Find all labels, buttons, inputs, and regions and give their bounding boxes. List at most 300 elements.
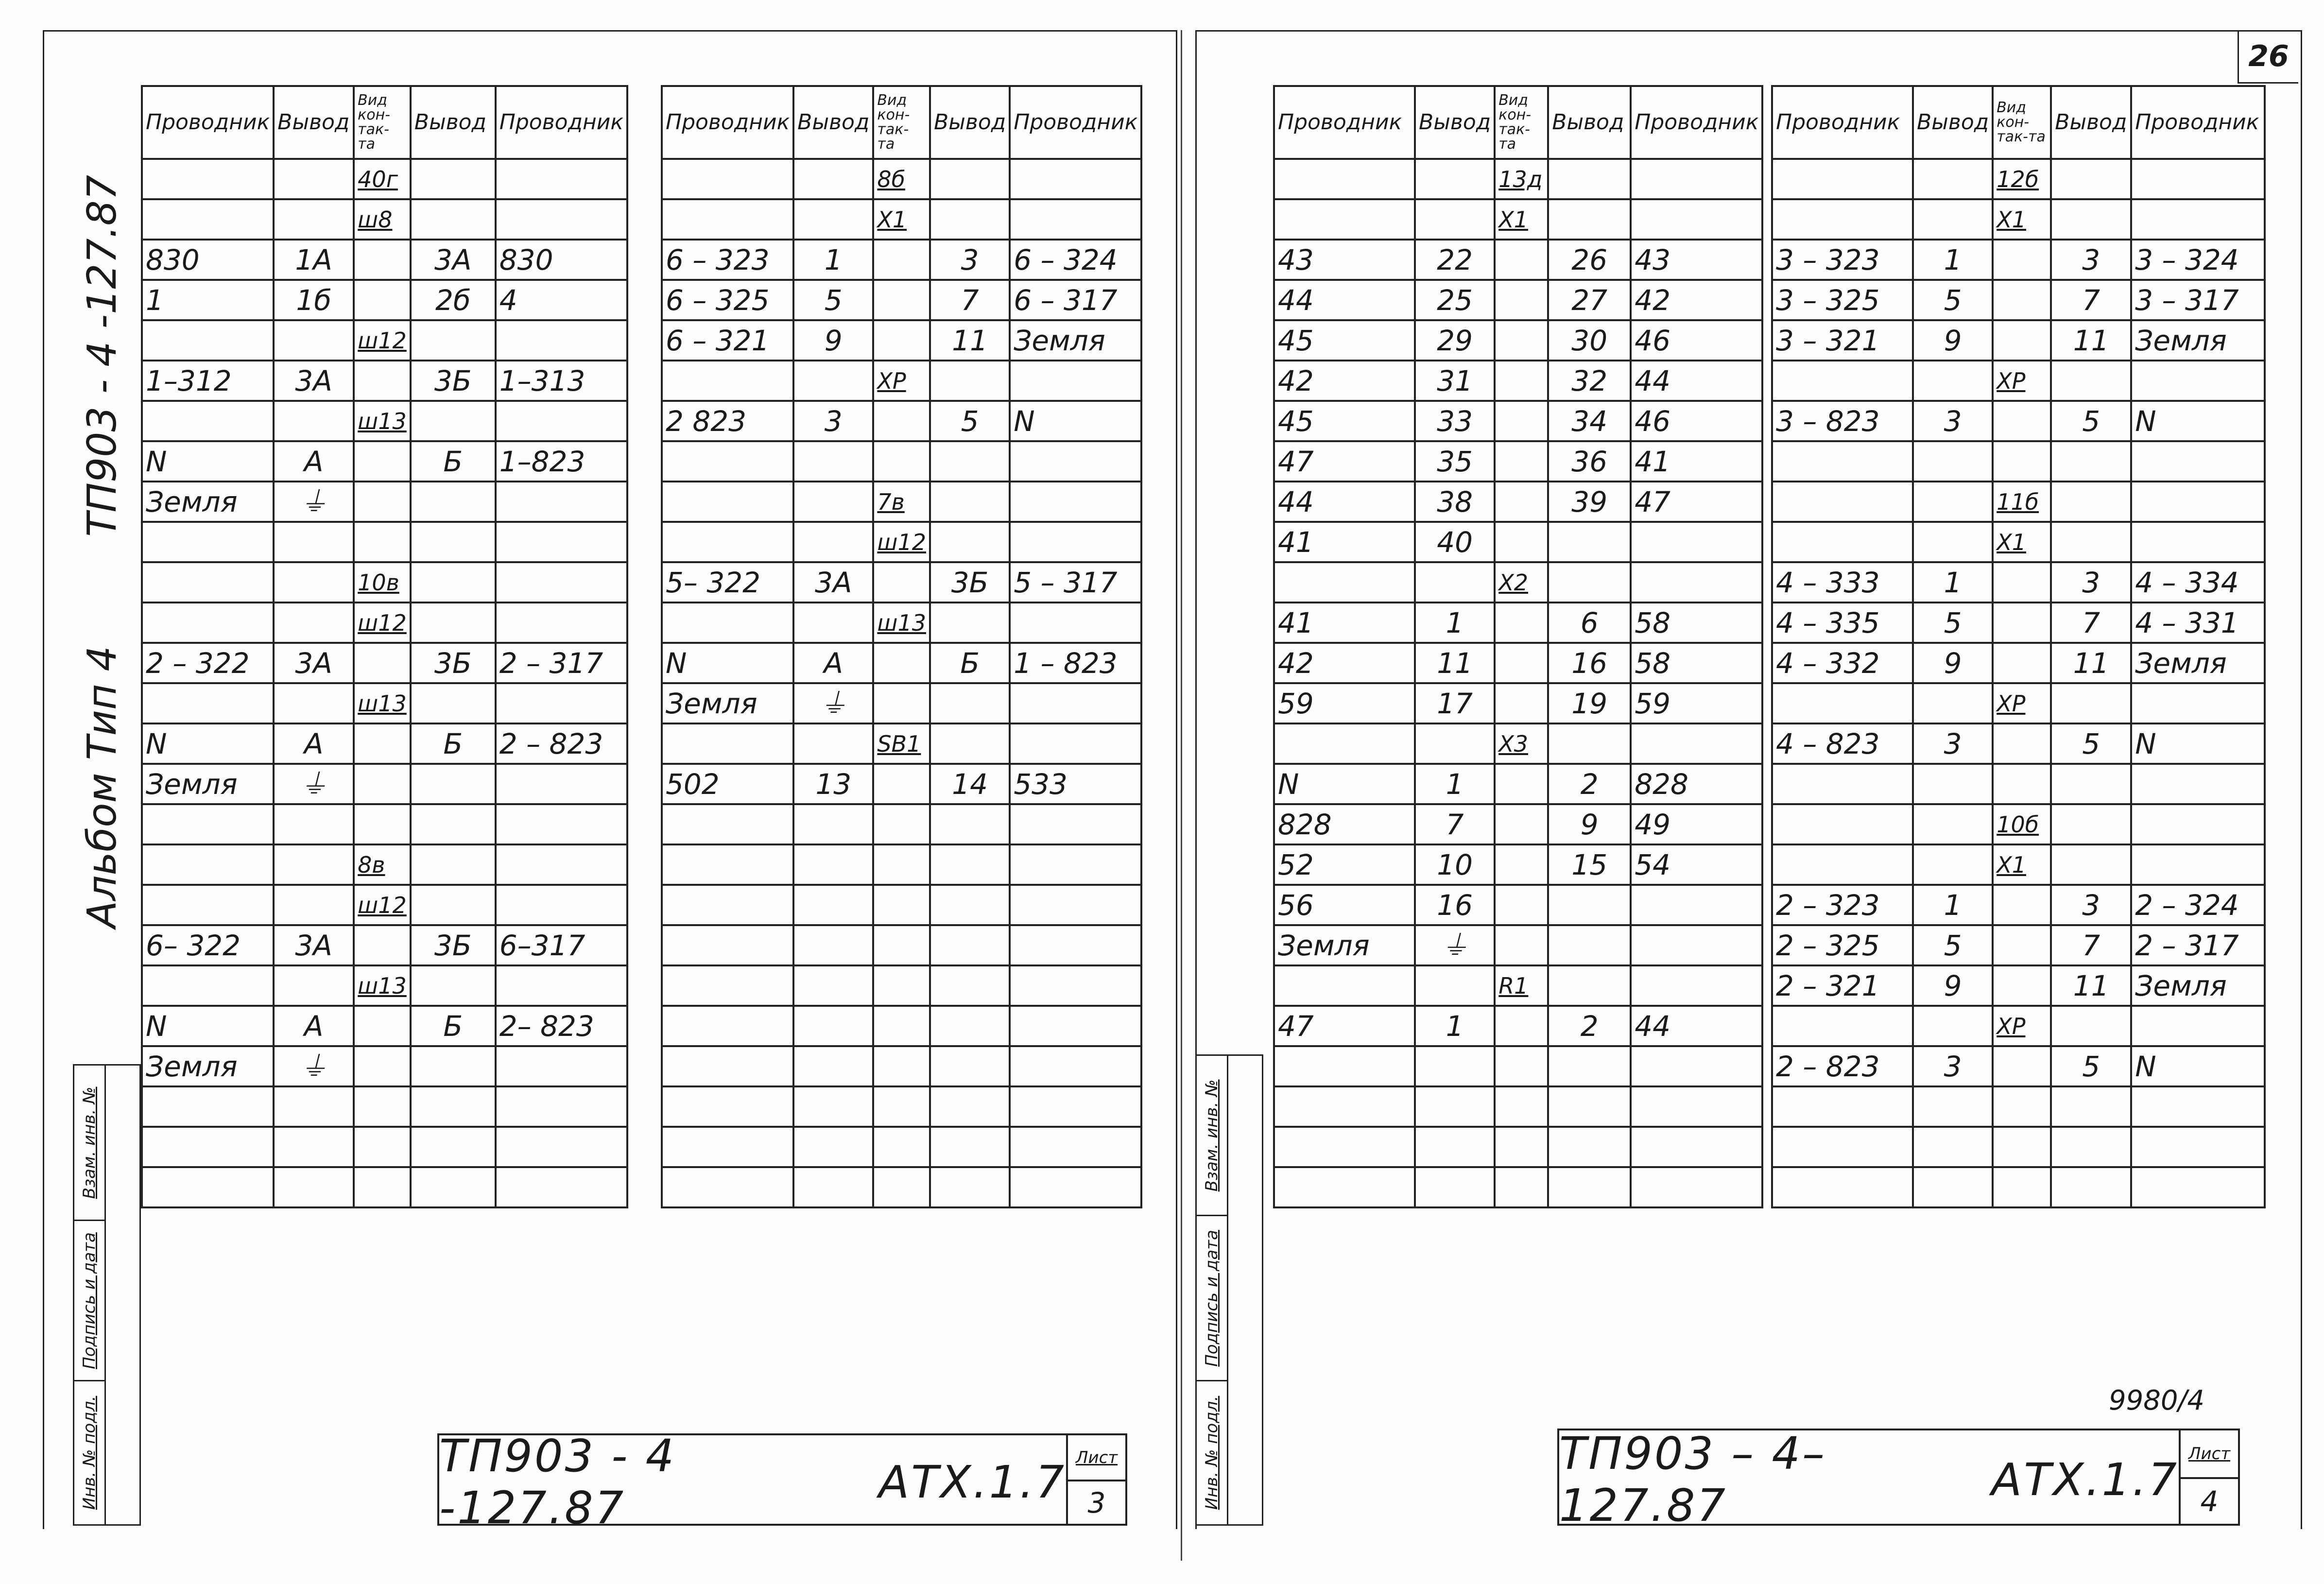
table-row — [1772, 885, 2265, 925]
cell-conductor-out — [1010, 1127, 1141, 1167]
table-row — [662, 320, 1141, 361]
page-number: 26 — [2238, 30, 2298, 84]
cell-terminal-out: 3Б — [411, 361, 496, 401]
cell-conductor-in: 4 – 332 — [1772, 643, 1913, 683]
cell-contact-kind — [1495, 603, 1548, 643]
cell-terminal-in: 9 — [1913, 320, 1993, 361]
cell-terminal-in: 25 — [1415, 280, 1495, 320]
cell-conductor-in — [662, 885, 793, 925]
cell-contact-kind — [873, 764, 930, 804]
cell-terminal-out — [2051, 159, 2131, 199]
cell-conductor-in: 830 — [142, 240, 274, 280]
table-row — [1772, 401, 2265, 441]
cell-conductor-in: 2 – 321 — [1772, 965, 1913, 1006]
cell-terminal-out — [930, 482, 1010, 522]
title-code — [439, 1430, 1066, 1534]
cell-conductor-out — [1010, 522, 1141, 562]
cell-terminal-out: 39 — [1548, 482, 1631, 522]
cell-conductor-out: 4 – 334 — [2131, 562, 2265, 603]
margin-cell-sign: Подпись и дата — [1197, 1216, 1227, 1381]
cell-conductor-out: 6 – 317 — [1010, 280, 1141, 320]
cell-terminal-out: 2 — [1548, 1006, 1631, 1046]
cell-terminal-out — [930, 522, 1010, 562]
table-row — [662, 804, 1141, 844]
cell-terminal-out: 3 — [930, 240, 1010, 280]
cell-terminal-in: 9 — [1913, 643, 1993, 683]
cell-terminal-out: 2 — [1548, 764, 1631, 804]
cell-conductor-out — [1010, 804, 1141, 844]
table-row — [1274, 280, 1762, 320]
table-row — [1274, 885, 1762, 925]
sheet-cell — [1066, 1435, 1125, 1524]
cell-contact-kind: X1 — [1993, 844, 2051, 885]
cell-conductor-in: 4 – 823 — [1772, 723, 1913, 764]
sheet-label: Лист — [2181, 1430, 2238, 1479]
cell-conductor-out: 3 – 324 — [2131, 240, 2265, 280]
cell-contact-kind — [1993, 723, 2051, 764]
cell-terminal-in: 38 — [1415, 482, 1495, 522]
cell-terminal-in: 11 — [1415, 643, 1495, 683]
table-row — [662, 199, 1141, 240]
cell-conductor-out — [1631, 1127, 1762, 1167]
table-row — [142, 1046, 627, 1086]
cell-conductor-in — [1274, 965, 1415, 1006]
cell-contact-kind: X2 — [1495, 562, 1548, 603]
table-row — [142, 643, 627, 683]
cell-contact-kind: 7в — [873, 482, 930, 522]
header-conductor: Проводник — [496, 86, 627, 159]
cell-contact-kind — [354, 1167, 411, 1207]
cell-conductor-in — [662, 1046, 793, 1086]
cell-conductor-in: 4 – 335 — [1772, 603, 1913, 643]
table-row — [1772, 562, 2265, 603]
cell-conductor-out: N — [2131, 723, 2265, 764]
table-row — [142, 683, 627, 723]
cell-terminal-out: 7 — [2051, 280, 2131, 320]
cell-terminal-in: 5 — [1913, 603, 1993, 643]
cell-contact-kind — [1993, 280, 2051, 320]
cell-conductor-in: Земля — [142, 764, 274, 804]
cell-conductor-in — [662, 199, 793, 240]
cell-terminal-in: 40 — [1415, 522, 1495, 562]
cell-conductor-in — [1772, 1127, 1913, 1167]
cell-terminal-in — [274, 159, 354, 199]
cell-terminal-in — [274, 885, 354, 925]
cell-conductor-in: 3 – 325 — [1772, 280, 1913, 320]
cell-contact-kind: 8в — [354, 844, 411, 885]
table-row — [662, 159, 1141, 199]
table-header-row — [1274, 86, 1762, 159]
cell-terminal-out — [930, 885, 1010, 925]
cell-contact-kind — [1495, 401, 1548, 441]
table-row — [662, 1046, 1141, 1086]
cell-contact-kind — [873, 401, 930, 441]
cell-terminal-out: 11 — [930, 320, 1010, 361]
cell-conductor-in — [662, 1127, 793, 1167]
cell-terminal-out — [930, 603, 1010, 643]
table-row — [662, 401, 1141, 441]
cell-conductor-in — [1772, 683, 1913, 723]
table-row — [1274, 482, 1762, 522]
cell-contact-kind — [1495, 764, 1548, 804]
cell-contact-kind — [873, 562, 930, 603]
cell-terminal-out: 7 — [930, 280, 1010, 320]
cell-terminal-out: 3Б — [930, 562, 1010, 603]
margin-stamp-column — [74, 1066, 106, 1524]
cell-terminal-out — [411, 320, 496, 361]
table-row — [1274, 199, 1762, 240]
cell-conductor-in: 3 – 823 — [1772, 401, 1913, 441]
cell-conductor-in — [1772, 1006, 1913, 1046]
cell-contact-kind: ш12 — [354, 603, 411, 643]
cell-conductor-out — [1631, 885, 1762, 925]
cell-terminal-in: 3А — [274, 361, 354, 401]
cell-terminal-out: 3Б — [411, 925, 496, 965]
cell-conductor-in — [142, 683, 274, 723]
table-row — [1772, 1167, 2265, 1207]
cell-terminal-in — [1913, 159, 1993, 199]
cell-terminal-out: 5 — [2051, 401, 2131, 441]
cell-terminal-in — [274, 320, 354, 361]
cell-terminal-in: 3А — [793, 562, 873, 603]
cell-contact-kind — [1993, 562, 2051, 603]
cell-terminal-out — [930, 683, 1010, 723]
cell-terminal-in — [793, 844, 873, 885]
table-row — [1274, 603, 1762, 643]
table-row — [142, 764, 627, 804]
cell-contact-kind: X1 — [873, 199, 930, 240]
document-code: АТХ.1.7 — [1991, 1453, 2179, 1506]
cell-terminal-in — [1415, 723, 1495, 764]
cell-terminal-in — [793, 1167, 873, 1207]
cell-terminal-in — [793, 1127, 873, 1167]
cell-conductor-in — [662, 522, 793, 562]
cell-terminal-in: 3 — [1913, 723, 1993, 764]
header-terminal: Вывод — [274, 86, 354, 159]
cell-terminal-in: 16 — [1415, 885, 1495, 925]
cell-conductor-out: Земля — [2131, 643, 2265, 683]
cell-terminal-in — [793, 159, 873, 199]
cell-terminal-in: А — [274, 1006, 354, 1046]
cell-conductor-in: 2 – 823 — [1772, 1046, 1913, 1086]
cell-terminal-in — [1913, 1086, 1993, 1127]
cell-terminal-in — [1415, 159, 1495, 199]
cell-conductor-out: 2– 823 — [496, 1006, 627, 1046]
left-margin-stamp — [73, 1064, 141, 1526]
header-terminal: Вывод — [2051, 86, 2131, 159]
cell-terminal-in: 3 — [1913, 401, 1993, 441]
cell-conductor-in — [142, 1127, 274, 1167]
cell-terminal-in — [793, 965, 873, 1006]
cell-conductor-in — [662, 844, 793, 885]
cell-conductor-out: 54 — [1631, 844, 1762, 885]
cell-contact-kind — [1495, 1127, 1548, 1167]
cell-contact-kind — [1495, 1167, 1548, 1207]
table-row — [142, 199, 627, 240]
cell-conductor-out — [1631, 1086, 1762, 1127]
cell-terminal-in: 1 — [1415, 764, 1495, 804]
cell-conductor-out: Земля — [1010, 320, 1141, 361]
cell-terminal-out — [411, 1167, 496, 1207]
cell-terminal-out — [930, 804, 1010, 844]
cell-contact-kind: X1 — [1495, 199, 1548, 240]
cell-contact-kind: 8б — [873, 159, 930, 199]
cell-terminal-in — [274, 1086, 354, 1127]
cell-conductor-in: 6 – 321 — [662, 320, 793, 361]
cell-terminal-in — [793, 441, 873, 482]
cell-terminal-in: 1 — [1913, 240, 1993, 280]
cell-contact-kind — [873, 1006, 930, 1046]
cell-conductor-out: Земля — [2131, 965, 2265, 1006]
cell-conductor-in — [1772, 159, 1913, 199]
cell-conductor-out — [1631, 965, 1762, 1006]
table-row — [662, 885, 1141, 925]
cell-terminal-in: 3А — [274, 925, 354, 965]
cell-terminal-out — [930, 1086, 1010, 1127]
cell-contact-kind — [354, 723, 411, 764]
cell-conductor-out — [2131, 361, 2265, 401]
cell-conductor-out: 59 — [1631, 683, 1762, 723]
cell-conductor-out — [2131, 522, 2265, 562]
cell-conductor-out: 1–313 — [496, 361, 627, 401]
cell-terminal-out — [411, 522, 496, 562]
cell-terminal-in — [793, 361, 873, 401]
cell-terminal-in — [274, 1127, 354, 1167]
cell-terminal-out: 27 — [1548, 280, 1631, 320]
cell-terminal-out — [930, 844, 1010, 885]
cell-terminal-in — [274, 603, 354, 643]
cell-conductor-in — [662, 603, 793, 643]
cell-terminal-out — [1548, 925, 1631, 965]
cell-contact-kind — [354, 1086, 411, 1127]
cell-terminal-out: Б — [930, 643, 1010, 683]
cell-conductor-out — [1010, 1086, 1141, 1127]
cell-conductor-out: 1 – 823 — [1010, 643, 1141, 683]
cell-contact-kind — [1993, 1127, 2051, 1167]
margin-cell-replace: Взам. инв. № — [1197, 1056, 1227, 1216]
cell-conductor-out: 58 — [1631, 603, 1762, 643]
cell-conductor-in — [142, 804, 274, 844]
cell-contact-kind: XP — [873, 361, 930, 401]
table-row — [142, 603, 627, 643]
cell-terminal-in: 9 — [793, 320, 873, 361]
cell-conductor-out: 43 — [1631, 240, 1762, 280]
table-row — [142, 159, 627, 199]
cell-conductor-out: N — [2131, 401, 2265, 441]
cell-contact-kind — [1993, 764, 2051, 804]
table-row — [662, 562, 1141, 603]
cell-conductor-in — [1772, 199, 1913, 240]
cell-conductor-in: N — [142, 723, 274, 764]
cell-contact-kind — [1993, 885, 2051, 925]
cell-conductor-in: 45 — [1274, 401, 1415, 441]
cell-terminal-out — [930, 723, 1010, 764]
table-row — [1274, 804, 1762, 844]
cell-conductor-in — [1772, 804, 1913, 844]
table-row — [662, 441, 1141, 482]
cell-terminal-in: 17 — [1415, 683, 1495, 723]
cell-terminal-out — [1548, 1086, 1631, 1127]
cell-contact-kind — [1993, 965, 2051, 1006]
cell-terminal-in — [274, 199, 354, 240]
cell-terminal-out: 16 — [1548, 643, 1631, 683]
sheet-cell — [2179, 1430, 2238, 1524]
cell-contact-kind — [1495, 1086, 1548, 1127]
cell-terminal-in: 3 — [1913, 1046, 1993, 1086]
cell-conductor-out — [496, 482, 627, 522]
cell-conductor-in — [142, 844, 274, 885]
table-row — [662, 925, 1141, 965]
cell-terminal-in: 1 — [1415, 603, 1495, 643]
table-row — [1772, 522, 2265, 562]
cell-terminal-in: А — [793, 643, 873, 683]
cell-terminal-out — [2051, 1006, 2131, 1046]
cell-terminal-out — [930, 199, 1010, 240]
cell-conductor-in — [662, 441, 793, 482]
cell-terminal-in — [793, 482, 873, 522]
cell-terminal-in: 9 — [1913, 965, 1993, 1006]
cell-conductor-out — [1010, 361, 1141, 401]
table-row — [1772, 603, 2265, 643]
cell-conductor-in — [1274, 1086, 1415, 1127]
table-row — [142, 925, 627, 965]
cell-contact-kind — [1495, 643, 1548, 683]
cell-contact-kind: ш13 — [354, 401, 411, 441]
cell-terminal-out — [1548, 885, 1631, 925]
cell-conductor-out — [2131, 1127, 2265, 1167]
cell-terminal-in: 22 — [1415, 240, 1495, 280]
cell-contact-kind — [873, 1086, 930, 1127]
cell-terminal-out: 6 — [1548, 603, 1631, 643]
cell-terminal-in — [793, 1006, 873, 1046]
cell-terminal-out: 32 — [1548, 361, 1631, 401]
table-row — [142, 1127, 627, 1167]
table-body — [1274, 159, 1762, 1207]
table-row — [1772, 280, 2265, 320]
cell-terminal-in — [1913, 1167, 1993, 1207]
cell-conductor-out: 828 — [1631, 764, 1762, 804]
cell-conductor-out — [496, 764, 627, 804]
table-row — [662, 280, 1141, 320]
cell-terminal-in: 5 — [1913, 280, 1993, 320]
table-row — [662, 361, 1141, 401]
cell-conductor-in: Земля — [662, 683, 793, 723]
cell-terminal-in — [793, 925, 873, 965]
cell-conductor-out — [2131, 441, 2265, 482]
cell-contact-kind — [1495, 361, 1548, 401]
cell-terminal-in: ⏚ — [274, 764, 354, 804]
cell-conductor-out — [1010, 159, 1141, 199]
cell-terminal-out — [1548, 199, 1631, 240]
cell-terminal-out — [411, 482, 496, 522]
cell-contact-kind — [354, 522, 411, 562]
header-contact-kind: Вид кон-так-та — [354, 86, 411, 159]
cell-terminal-out — [930, 1006, 1010, 1046]
cell-terminal-in — [793, 885, 873, 925]
cell-terminal-in — [793, 804, 873, 844]
table-row — [1772, 361, 2265, 401]
cell-contact-kind — [1993, 643, 2051, 683]
cell-contact-kind: X1 — [1993, 199, 2051, 240]
cell-terminal-out: 5 — [930, 401, 1010, 441]
cell-contact-kind — [1495, 482, 1548, 522]
margin-cell-inventory: Инв. № подл. — [80, 1395, 99, 1510]
cell-contact-kind: 12б — [1993, 159, 2051, 199]
cell-conductor-in — [662, 1167, 793, 1207]
cell-terminal-in: 13 — [793, 764, 873, 804]
table-body — [662, 159, 1141, 1207]
table-row — [1274, 441, 1762, 482]
cell-conductor-in — [142, 885, 274, 925]
cell-conductor-out — [1631, 1046, 1762, 1086]
cell-conductor-out: 47 — [1631, 482, 1762, 522]
cell-contact-kind — [873, 1167, 930, 1207]
cell-conductor-out — [1010, 1167, 1141, 1207]
cell-contact-kind — [1495, 441, 1548, 482]
cell-conductor-out — [496, 804, 627, 844]
cell-terminal-out: Б — [411, 1006, 496, 1046]
cell-terminal-in — [1913, 1127, 1993, 1167]
cell-conductor-out — [1010, 482, 1141, 522]
cell-terminal-out — [411, 1086, 496, 1127]
cell-conductor-in: 47 — [1274, 1006, 1415, 1046]
cell-conductor-in: 3 – 321 — [1772, 320, 1913, 361]
header-contact-kind: Вид кон-так-та — [873, 86, 930, 159]
cell-conductor-out: 830 — [496, 240, 627, 280]
cell-terminal-in — [274, 1167, 354, 1207]
cell-conductor-out: 46 — [1631, 401, 1762, 441]
table-row — [1274, 1167, 1762, 1207]
cell-conductor-out: N — [1010, 401, 1141, 441]
cell-terminal-out: 2б — [411, 280, 496, 320]
cell-terminal-in — [1415, 1127, 1495, 1167]
cell-conductor-in: N — [142, 441, 274, 482]
cell-conductor-in: 1 — [142, 280, 274, 320]
cell-contact-kind: ш13 — [873, 603, 930, 643]
cell-terminal-out: 19 — [1548, 683, 1631, 723]
cell-conductor-out — [1631, 199, 1762, 240]
cell-terminal-in — [1415, 965, 1495, 1006]
cell-terminal-in — [1913, 199, 1993, 240]
table-row — [1772, 804, 2265, 844]
cell-conductor-in — [662, 159, 793, 199]
table-row — [1772, 1127, 2265, 1167]
table-row — [1772, 723, 2265, 764]
cell-terminal-in — [793, 522, 873, 562]
cell-conductor-out — [1631, 723, 1762, 764]
cell-terminal-out — [411, 1046, 496, 1086]
table-row — [1772, 240, 2265, 280]
table-row — [142, 1006, 627, 1046]
cell-terminal-out — [2051, 522, 2131, 562]
cell-terminal-out: 36 — [1548, 441, 1631, 482]
cell-terminal-out — [930, 1046, 1010, 1086]
header-contact-kind: Вид кон-так-та — [1993, 86, 2051, 159]
cell-terminal-out — [411, 1127, 496, 1167]
cell-conductor-out — [496, 1086, 627, 1127]
cell-conductor-in — [662, 804, 793, 844]
cell-conductor-in: Земля — [142, 1046, 274, 1086]
cell-conductor-in: 56 — [1274, 885, 1415, 925]
cell-conductor-out: 2 – 317 — [496, 643, 627, 683]
cell-contact-kind: R1 — [1495, 965, 1548, 1006]
cell-conductor-in — [142, 159, 274, 199]
cell-conductor-in: 6 – 325 — [662, 280, 793, 320]
cell-conductor-in — [142, 1086, 274, 1127]
table-row — [1274, 361, 1762, 401]
cell-conductor-out — [2131, 1006, 2265, 1046]
cell-contact-kind: ш13 — [354, 965, 411, 1006]
